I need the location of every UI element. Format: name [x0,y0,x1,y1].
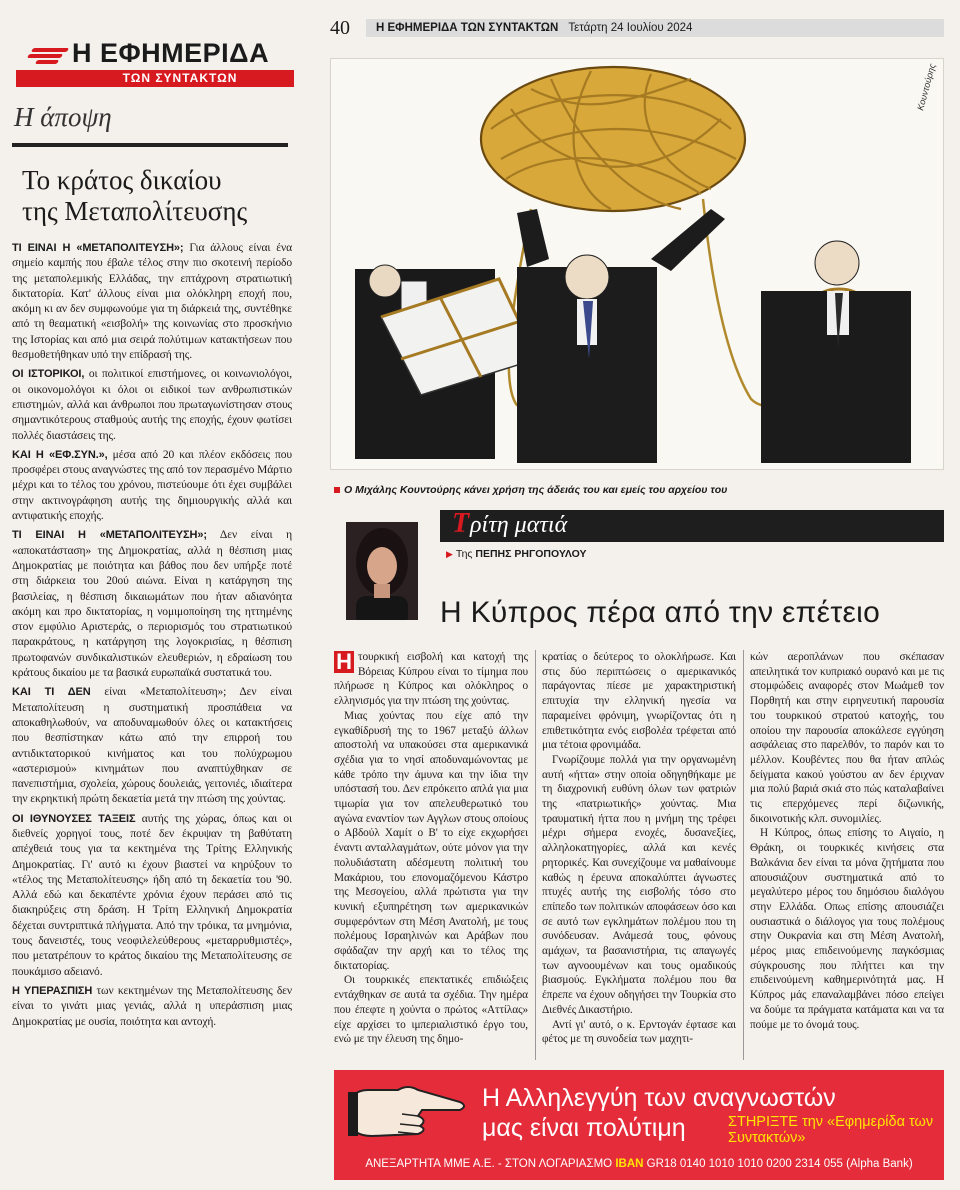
iban-number: GR18 0140 1010 1010 0200 2314 055 [646,1158,843,1170]
pointing-hand-icon [348,1080,468,1142]
author-photo [346,522,418,620]
article-paragraph: Οι τουρκικές επεκτατικές επιδιώξεις εντάχθηκαν σε αυτά τα σχέδια. Την ημέρα που έπεφτε η χούντα ο πρώτος «Αττίλας» είχε αρχίσει το ιμπεριαλιστικό έργο του, ενώ με την έλευση της δημο- [334,974,528,1046]
column-header [440,510,944,542]
bank-name: (Alpha Bank) [846,1158,913,1170]
cartoon-caption [334,484,727,496]
figure-lifting-ball-icon [517,209,725,463]
editorial-body [12,241,292,1030]
column-initial: Τ [452,508,470,539]
paragraph-lead: ΟΙ ΙΣΤΟΡΙΚΟΙ, [12,368,85,381]
banner-subheadline: μας είναι πολύτιμη [482,1114,686,1142]
section-label: Η άποψη [14,102,112,132]
logo-subtitle: ΤΩΝ ΣΥΝΤΑΚΤΩΝ [16,70,294,87]
editorial-column [12,36,300,1176]
caption-text: Ο Μιχάλης Κουντούρης κάνει χρήση της άδειάς του και εμείς του αρχείου του [344,484,728,496]
banner-support-text: ΣΤΗΡΙΞΤΕ την «Εφημερίδα των Συντακτών» [728,1114,934,1146]
figure-with-noose-icon [761,241,911,463]
artist-signature: Κουντούρης [915,62,938,112]
cartoon-drawing [331,59,944,470]
logo-wings-icon [26,46,72,64]
editorial-paragraph [12,241,292,363]
article-column-2 [542,650,736,1060]
article-paragraph: Μιας χούντας που είχε από την εγκαθίδρυσή της το 1967 μεταξύ άλλων αποστολή να υπακούσει στα αμερικανικά σχέδια για το νησί αποδυναμώνοντας με κάθε τρόπο την άμυνα και την ίδια την υπόστασή του. Δεν επρόκειτο απλά για μια τιμωρία για τον απελευθερωτικό του αγώνα εναντίον των Αγγλων στους οποίους ο Αβδούλ Χαμίτ ο Β' το είχε εκχωρήσει έναντι ανταλλαγμάτων, ούτε μόνον για την πολυδιάστατη αδέσμευτη πολιτική του Μακάριου, του επονομαζόμενου Κάστρο της Μεσογείου, αλλά πρώτιστα για την κυνική εξυπηρέτηση των αμερικανικών συμφερόντων στη Μέση Ανατολή, με τους πολέμους Ισραηλινών και Αράβων που σφάδαζαν την αρχή και το τέλος της δικτατορίας. [334,709,528,972]
editorial-title-line1: Το κράτος δικαίου [22,165,222,195]
paragraph-lead: ΚΑΙ Η «ΕΦ.ΣΥΝ.», [12,448,108,461]
cartoon-illustration [330,58,944,470]
article-paragraph: κών αεροπλάνων που σκέπασαν απειλητικά τον κυπριακό ουρανό και με τις στομφώδεις αναφορές στον Μωάμεθ τον Πορθητή και στην ειρηνευτική παρουσία του τουρκικού στρατού κατοχής, του οποίου την παρουσία αποκάλεσε εγγύηση ασφάλειας στο παρελθόν, το παρόν και το μέλλον. Κουβέντες που θα ήταν απλώς δείγματα κακού γούστου αν δεν έριχναν μια πολύ βαριά σκιά στο πώς καταλαβαίνει τις επερχόμενες περί διζωνικής, δικοινοτικής κλπ. συνομιλίες. [750,651,944,825]
byline [446,548,587,560]
caption-bullet-icon [334,487,340,493]
header-date: Τετάρτη 24 Ιουλίου 2024 [568,22,693,34]
editorial-paragraph [12,367,292,443]
paragraph-text: των κεκτημένων της Μεταπολίτευσης δεν είναι το γινάτι μιας γενιάς, αλλά η υπεράσπιση μιας Δημοκρατίας με ουσία, ποιότητα και αντοχή. [12,984,292,1028]
header-band [366,19,944,37]
byline-prefix: Της [455,548,473,560]
editorial-title [22,165,300,227]
article-column-3 [750,650,944,1060]
editorial-title-line2: της Μεταπολίτευσης [22,196,248,226]
paragraph-text: οι πολιτικοί επιστήμονες, οι κοινωνιολόγοι, οι οικονομολόγοι κι όλοι οι ειδικοί των ανθρωπιστικών επιστημών, αλλά και άνθρωποι που πρωταγωνίστησαν στους σημαντικότερους σταθμούς αυτής της εποχής, έχουν φωτίσει πολλές διαστάσεις της. [12,368,292,442]
article-column-1 [334,650,528,1060]
banner-account [334,1158,944,1170]
article-paragraph: Γνωρίζουμε πολλά για την οργανωμένη αυτή «ήττα» στην οποία οδηγηθήκαμε με τη διαχρονική ευθύνη όλων των φατριών της «πατριωτικής» χούντας. Μια τραυματική ήττα που η μνήμη της τρέφει μέχρι σήμερα ενοχές, δυσανεξίες, αλληλοκατηγορίες, αλλά και κενές ρητορικές. Και συνεχίζουμε να μαθαίνουμε καθώς η έρευνα αποκαλύπτει άγνωστες πτυχές αυτής της εισβολής τόσο στο επίπεδο των πολιτικών αποφάσεων όσο και σε αυτό των εγκλημάτων πολέμου που τη συνόδευσαν. Ανάμεσά τους, φόνους αμάχων, τα βασανιστήρια, τις απαγωγές των αγνοουμένων και τους ομαδικούς βιασμούς. Εγκλήματα πολέμου που θα έπρεπε να έχουν οδηγήσει την Τουρκία στο Διεθνές Δικαστήριο. [542,753,736,1016]
banner-headline: Η Αλληλεγγύη των αναγνωστών [482,1084,836,1112]
paragraph-text: Δεν είναι η «αποκατάσταση» της Δημοκρατίας, αλλά η θέσπιση μιας Δημοκρατίας με ποιότητα και βάθος που δεν υπήρξε ποτέ στη διάρκεια του 20ού αιώνα. Είναι η κατάργηση της βασιλείας, η θέσπιση δικαιωμάτων που ήταν αδιανόητα ακόμη και προ δικτατορίας, η νομιμοποίηση της ηττημένης στον εμφύλιο Αριστεράς, ο περιορισμός του στρατιωτικού παρακράτους, η κατάργηση της λογοκρισίας, η θέσπιση πρωτοφανών συνδικαλιστικών ελευθεριών, η εδραίωση του κράτους δικαίου με τα βασικά ευρωπαϊκά συστατικά του. [12,529,292,680]
page-number: 40 [330,16,350,39]
paragraph-text: τουρκική εισβολή και κατοχή της Βόρειας Κύπρου είναι το τίμημα που πλήρωσε η Κύπρος και ολόκληρος ο ελληνισμός για την πτώση της χούντας. [334,651,528,708]
column-divider [743,650,744,1060]
byline-arrow-icon: ▶ [446,549,453,559]
article-title: Η Κύπρος πέρα από την επέτειο [440,596,881,629]
iban-label: IBAN [615,1158,644,1170]
column-divider [535,650,536,1060]
header-paper-name: Η ΕΦΗΜΕΡΙΔΑ ΤΩΝ ΣΥΝΤΑΚΤΩΝ [376,22,559,34]
author-portrait-icon [346,522,418,620]
paragraph-lead: Η ΥΠΕΡΑΣΠΙΣΗ [12,984,93,997]
paragraph-text: Για άλλους είναι ένα σημείο καμπής που έβαλε τέλος στην πιο σκοτεινή περίοδο της μεταπολεμικής Ελλάδας, την επτάχρονη στρατιωτική δικτατορία. Κατ' άλλους είναι μια ολόκληρη εποχή που, ακόμη κι αν δεν συμφωνούμε για τη διάρκειά της, συντέθηκε από τη θεαματική «εισβολή» της κοινωνίας στο προσκήνιο της Ιστορίας και από μια σειρά πολύτιμων κατακτήσεων που θεσμοθετήθηκαν υπό την επίδρασή της. [12,242,292,362]
paragraph-text: αυτής της χώρας, όπως και οι διεθνείς χορηγοί τους, ποτέ δεν έκρυψαν τη βαθύτατη απέχθειά τους για τα κεκτημένα της Τρίτης Ελληνικής Δημοκρατίας. Γι' αυτό κι έχουν βιαστεί να κηρύξουν το «τέλος της Μεταπολίτευσης» ήδη από τη δεκαετία του '90. Αλλά εδώ και δεκαπέντε χρόνια έχουν περάσει από τις διακηρύξεις στη δράση. Η Τρίτη Ελληνική Δημοκρατία δέχεται συντριπτικά πλήγματα. Από την τρόικα, τα μνημόνια, τους δανειστές, τους νεοφιλελεύθερους «μεταρρυθμιστές», που μετατρέπουν το κράτος δικαίου της Μεταπολίτευσης σε πουκάμισο αδειανό. [12,812,292,978]
article-paragraph: Αντί γι' αυτό, ο κ. Ερντογάν έφτασε και φέτος με τη συνοδεία των μαχητι- [542,1018,736,1046]
paragraph-lead: ΤΙ ΕΙΝΑΙ Η «ΜΕΤΑΠΟΛΙΤΕΥΣΗ»; [12,242,184,254]
editorial-paragraph [12,685,292,807]
paragraph-lead: ΚΑΙ ΤΙ ΔΕΝ [12,686,91,699]
figure-with-archive-icon [355,265,537,459]
paragraph-lead: ΤΙ ΕΙΝΑΙ Η «ΜΕΤΑΠΟΛΙΤΕΥΣΗ»; [12,529,207,542]
editorial-paragraph [12,984,292,1030]
logo-text: Η ΕΦΗΜΕΡΙΔΑ [72,38,270,68]
section-divider [12,143,288,147]
article-paragraph [334,650,528,709]
editorial-paragraph [12,448,292,524]
solidarity-banner [334,1070,944,1180]
byline-author: ΠΕΠΗΣ ΡΗΓΟΠΟΥΛΟΥ [475,548,587,560]
rope-ball-icon [481,67,745,211]
page-header [330,16,944,40]
editorial-paragraph [12,528,292,681]
paragraph-lead: ΟΙ ΙΘΥΝΟΥΣΕΣ ΤΑΞΕΙΣ [12,812,136,825]
account-prefix: ΑΝΕΞΑΡΤΗΤΑ ΜΜΕ Α.Ε. - ΣΤΟΝ ΛΟΓΑΡΙΑΣΜΟ [365,1158,613,1170]
article-paragraph: Η Κύπρος, όπως επίσης το Αιγαίο, η Θράκη, οι τουρκικές κινήσεις στα Βαλκάνια δεν είναι τα μόνα ζητήματα που απουσιάζουν συστηματικά από το μεγαλύτερο μέρος του δημόσιου διαλόγου στην Ελλάδα. Οπως επίσης απουσιάζει ουσιαστικά ο διάλογος για τους πολέμους στην Ουκρανία και στη Μέση Ανατολή, μέρος μιας επιδεινούμενης παγκόσμιας σύγκρουσης που πλήττει και την επιδεινούμενη καθημερινότητά μας. Η Κύπρος μάς επαναλαμβάνει πόσο επείγει να δούμε τα πράγματα κατάματα και να τα πούμε με το όνομά τους. [750,827,944,1031]
editorial-paragraph [12,812,292,980]
dropcap: Η [334,651,354,673]
paragraph-text: μέσα από 20 και πλέον εκδόσεις που προσφέρει στους αναγνώστες της από τον περασμένο Μάρτιο μέχρι και το τέλος του χρόνου, πιστεύουμε ότι έχει συμβάλει στην ακτινογράφηση αυτής της δημιουργικής αλλά και αντιφατικής εποχής. [12,448,292,523]
paragraph-text: είναι «Μεταπολίτευση»; Δεν είναι Μεταπολίτευση η συστηματική προσπάθεια να αποκαθηλωθούν, να αποδυναμωθούν όλες οι κατακτήσεις που θεσπίστηκαν κάτω από την επιρροή του αντιδικτατορικού κινήματος και του πολύχρωμου «αστερισμού» κινημάτων που αναπτύχθηκαν σε πανεπιστήμια, σχολεία, χώρους δουλειάς, γειτονιές, ιδιαίτερα την εκρηκτική πρώτη δεκαετία μετά την πτώση της χούντας. [12,686,292,806]
article-paragraph: κρατίας ο δεύτερος το ολοκλήρωσε. Και στις δύο περιπτώσεις ο αμερικανικός παράγοντας πίεσε με χαρακτηριστική επιτυχία την ελληνική ηγεσία να παραμείνει φρόνιμη, γνωρίζοντας ότι η επιθετικότητα ενός εισβολέα τρέφεται από μια τέτοια φρονιμάδα. [542,651,736,752]
newspaper-logo [12,36,300,88]
column-name: ρίτη ματιά [470,512,568,538]
article-body [334,650,944,1060]
